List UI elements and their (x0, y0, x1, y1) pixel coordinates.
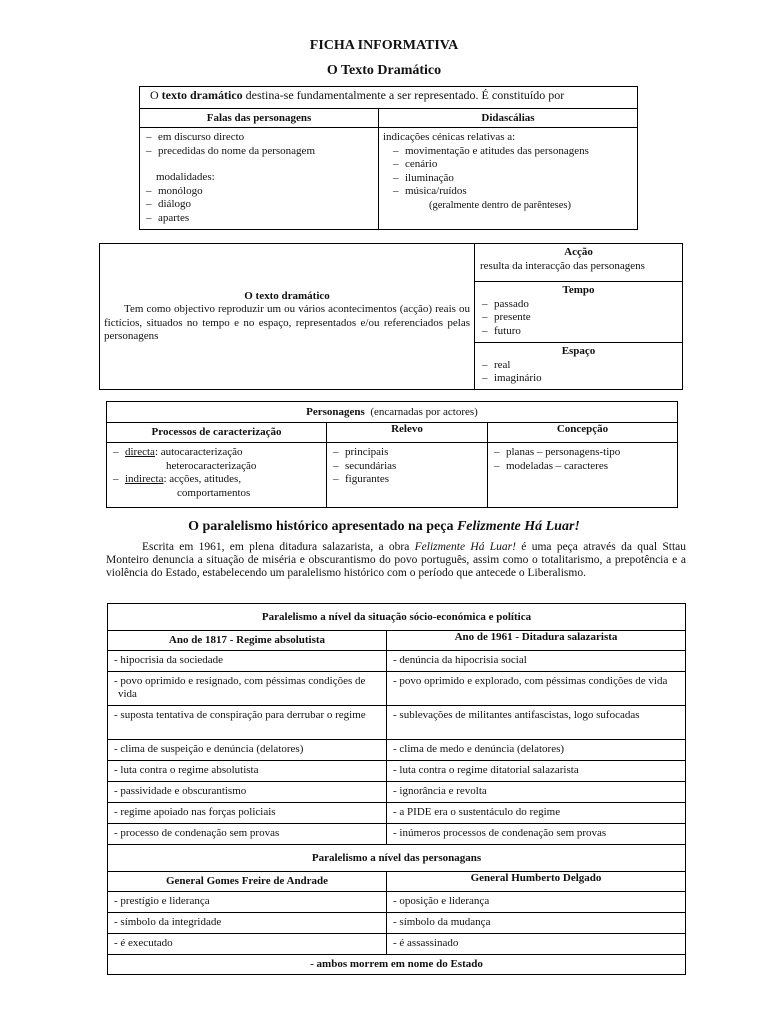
espaco-title: Espaço (561, 345, 596, 357)
col-header-processos: Processos de caracterização (107, 423, 327, 443)
accao-title: Acção (564, 246, 593, 258)
section-heading-italic: Felizmente Há Luar! (456, 519, 580, 534)
concepcao-cell (488, 443, 678, 508)
table-cell: - oposição e liderança (387, 892, 686, 913)
table-row (108, 672, 686, 706)
intro-bold: texto dramático (161, 88, 243, 102)
processos-cell (107, 443, 327, 508)
table-header-2: Paralelismo a nível das personagans (108, 845, 686, 872)
personagens-title-cell (107, 402, 678, 423)
personagens-title: Personagens (306, 406, 365, 418)
intro-post: destina-se fundamentalmente a ser representado. É constituído por (242, 88, 565, 102)
col-header-gomes-freire: General Gomes Freire de Andrade (108, 872, 387, 892)
table-cell: - prestígio e liderança (108, 892, 387, 913)
table-cell: - suposta tentativa de conspiração para derrubar o regime (108, 706, 387, 740)
col-header-concepcao: Concepção (488, 423, 678, 443)
tempo-item: – passado (480, 298, 677, 312)
falas-cell (140, 128, 379, 230)
modalidade-item: – diálogo (144, 198, 374, 212)
table-cell: - luta contra o regime absolutista (108, 761, 387, 782)
didascalia-item: – cenário (391, 158, 633, 172)
concepcao-item: – modeladas – caracteres (492, 460, 673, 474)
indirecta-text: : acções, atitudes, (163, 473, 242, 485)
table-cell: - a PIDE era o sustentáculo do regime (387, 803, 686, 824)
section-paragraph (106, 541, 686, 580)
table-cell: - sublevações de militantes antifascistas, logo sufocadas (387, 706, 686, 740)
table-cell: - regime apoiado nas forças policiais (108, 803, 387, 824)
concepcao-item: – planas – personagens-tipo (492, 446, 673, 460)
didascalia-item: – movimentação e atitudes das personagens (391, 145, 633, 159)
accao-text: resulta da interacção das personagens (480, 259, 645, 272)
table-row (108, 913, 686, 934)
table-cell: - povo oprimido e explorado, com péssimas condições de vida (387, 672, 686, 706)
relevo-item: – figurantes (331, 473, 483, 487)
definition-cell (100, 244, 475, 390)
didascalia-item: – música/ruídos (391, 185, 633, 199)
definition-title: O texto dramático (244, 289, 330, 302)
page-subtitle: O Texto Dramático (326, 63, 442, 78)
didascalia-item: – iluminação (391, 172, 633, 186)
table-row (108, 740, 686, 761)
col-header-humberto-delgado: General Humberto Delgado (387, 872, 686, 892)
table-row (108, 761, 686, 782)
para-part2: é uma peça através da qual Sttau Monteiro denuncia a situação de miséria e obscurantismo do povo português, assim como o totalitarismo, a prepotência e a violência do Estado, estabelecendo um paralelismo histórico com o período que antecede o Liberalismo. (106, 541, 686, 579)
accao-cell (475, 244, 683, 282)
rows-group-2 (108, 892, 686, 955)
intro-pre: O (150, 88, 162, 102)
table-cell: - povo oprimido e resignado, com péssimas condições de vida (108, 672, 387, 706)
table-cell: - ignorância e revolta (387, 782, 686, 803)
col-header-relevo: Relevo (327, 423, 488, 443)
table-header-1: Paralelismo a nível da situação sócio-económica e política (108, 604, 686, 631)
espaco-item: – imaginário (480, 372, 677, 386)
table-cell: - luta contra o regime ditatorial salazarista (387, 761, 686, 782)
modalidade-item: – apartes (144, 212, 374, 226)
definition-text: Tem como objectivo reproduzir um ou vários acontecimentos (acção) reais ou fictícios, situados no tempo e no espaço, representados e/ou referenciados pelas personagens (104, 303, 470, 342)
modalidade-item: – monólogo (144, 185, 374, 199)
table-cell: - é executado (108, 934, 387, 955)
relevo-item: – principais (331, 446, 483, 460)
table-cell: - clima de medo e denúncia (delatores) (387, 740, 686, 761)
table-row (108, 934, 686, 955)
table-cell: - processo de condenação sem provas (108, 824, 387, 845)
table-row (108, 651, 686, 672)
falas-item: – precedidas do nome da personagem (144, 145, 374, 159)
directa-label: directa (125, 446, 155, 458)
relevo-cell (327, 443, 488, 508)
modalidades-label: modalidades: (156, 171, 215, 183)
espaco-item: – real (480, 359, 677, 373)
table-row (108, 824, 686, 845)
espaco-cell (475, 343, 683, 390)
didascalias-intro: indicações cénicas relativas a: (383, 131, 516, 143)
table-cell: - denúncia da hipocrisia social (387, 651, 686, 672)
tempo-title: Tempo (562, 284, 595, 296)
para-part1: Escrita em 1961, em plena ditadura salazarista, a obra (142, 541, 415, 553)
tempo-cell (475, 282, 683, 343)
col-header-1961: Ano de 1961 - Ditadura salazarista (387, 631, 686, 651)
table-cell: - símbolo da mudança (387, 913, 686, 934)
directa-text: : autocaracterização (154, 446, 243, 458)
section-heading-text: O paralelismo histórico apresentado na peça (188, 519, 457, 534)
intro-cell (140, 87, 638, 109)
relevo-item: – secundárias (331, 460, 483, 474)
col-header-1817: Ano de 1817 - Regime absolutista (108, 631, 387, 651)
personagens-table (106, 401, 678, 508)
table-cell: - hipocrisia da sociedade (108, 651, 387, 672)
tempo-item: – presente (480, 311, 677, 325)
directa-item (111, 446, 322, 460)
table-row (108, 706, 686, 740)
section-heading (0, 519, 768, 535)
indirecta-label: indirecta (125, 473, 164, 485)
col-header-didascalias: Didascálias (379, 109, 638, 128)
table-row (108, 782, 686, 803)
dramatic-text-table (139, 86, 638, 230)
tempo-item: – futuro (480, 325, 677, 339)
table-row (108, 892, 686, 913)
falas-item: – em discurso directo (144, 131, 374, 145)
table-cell: - símbolo da integridade (108, 913, 387, 934)
table-cell: - passividade e obscurantismo (108, 782, 387, 803)
table-row (108, 803, 686, 824)
personagens-subtitle: (encarnadas por actores) (370, 406, 478, 418)
page-title: FICHA INFORMATIVA (309, 38, 459, 53)
indirecta-item (111, 473, 322, 487)
table-cell: - inúmeros processos de condenação sem provas (387, 824, 686, 845)
table-cell: - clima de suspeição e denúncia (delatores) (108, 740, 387, 761)
didascalias-cell (379, 128, 638, 230)
rows-group-1 (108, 651, 686, 845)
texto-dramatico-table (99, 243, 683, 390)
paralelismo-table (107, 603, 686, 975)
col-header-falas: Falas das personagens (140, 109, 379, 128)
para-italic: Felizmente Há Luar! (414, 541, 516, 553)
directa-text2: heterocaracterização (166, 459, 257, 472)
indirecta-text2: comportamentos (177, 486, 251, 499)
table-footer: - ambos morrem em nome do Estado (108, 955, 686, 975)
didascalias-note: (geralmente dentro de parênteses) (429, 199, 571, 211)
table-cell: - é assassinado (387, 934, 686, 955)
